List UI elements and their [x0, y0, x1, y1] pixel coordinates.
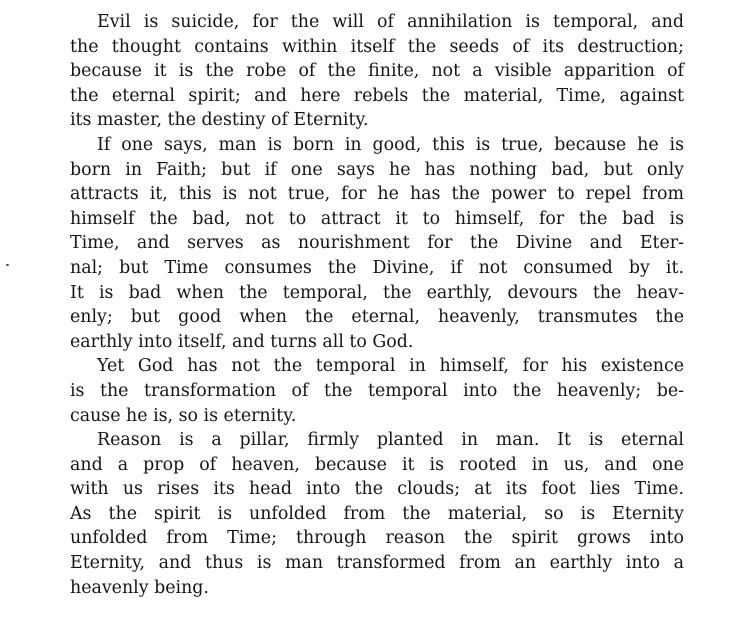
text-line: Time, and serves as nourishment for the Divine and Eter- [70, 233, 684, 254]
text-line: and a prop of heaven, because it is rooted in us, and one [70, 454, 684, 475]
paragraph-born-in-good [70, 133, 684, 354]
text-line: because it is the robe of the finite, not a visible apparition of [70, 61, 684, 82]
text-line: himself the bad, not to attract it to himself, for the bad is [70, 208, 684, 229]
text-line: the thought contains within itself the seeds of its destruction; [70, 36, 684, 57]
text-line: Eternity, and thus is man transformed from an earthly into a [70, 553, 684, 574]
paragraph-reason-pillar [70, 428, 684, 600]
text-line: born in Faith; but if one says he has nothing bad, but only [70, 159, 684, 180]
text-line: enly; but good when the eternal, heavenly, transmutes the [70, 307, 684, 328]
text-line: heavenly being. [70, 577, 209, 598]
text-line: earthly into itself, and turns all to God. [70, 331, 414, 352]
scan-speck [6, 264, 9, 266]
body-text [70, 10, 684, 600]
paragraph-evil-is-suicide [70, 10, 684, 133]
text-line: nal; but Time consumes the Divine, if not consumed by it. [70, 257, 684, 278]
text-line: Evil is suicide, for the will of annihilation is temporal, and [97, 12, 684, 32]
paragraph-god-temporal [70, 354, 684, 428]
text-line: is the transformation of the temporal into the heavenly; be- [70, 380, 684, 401]
text-line: cause he is, so is eternity. [70, 405, 297, 426]
text-line: Yet God has not the temporal in himself, for his existence [97, 356, 684, 377]
text-line: unfolded from Time; through reason the spirit grows into [70, 528, 684, 549]
text-line: Reason is a pillar, firmly planted in man. It is eternal [97, 430, 684, 451]
text-line: attracts it, this is not true, for he has the power to repel from [70, 184, 684, 205]
text-line: the eternal spirit; and here rebels the material, Time, against [70, 85, 684, 106]
text-line: As the spirit is unfolded from the material, so is Eternity [70, 503, 684, 524]
text-line: It is bad when the temporal, the earthly, devours the heav- [70, 282, 684, 303]
text-line: with us rises its head into the clouds; at its foot lies Time. [70, 479, 684, 500]
text-line: If one says, man is born in good, this is true, because he is [97, 134, 684, 155]
text-line: its master, the destiny of Eternity. [70, 110, 369, 131]
